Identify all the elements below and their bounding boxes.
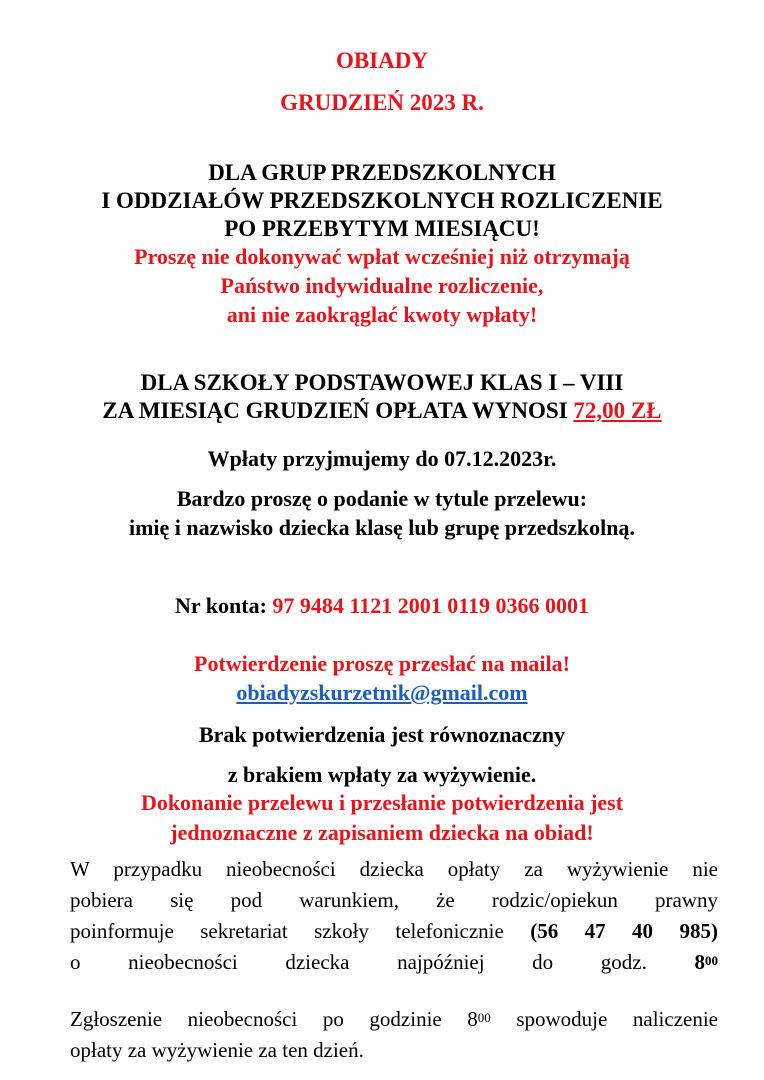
absence-line3-text: poinformuje sekretariat szkoły telefonicznie [70, 919, 531, 943]
preschool-warning-line2: Państwo indywidualne rozliczenie, [220, 273, 544, 298]
late-line2: opłaty za wyżywienie za ten dzień. [70, 1038, 364, 1062]
absence-line3 [70, 916, 718, 947]
email-link[interactable]: obiadyzskurzetnik@gmail.com [236, 680, 528, 705]
late-hour: $8^{00}$ [467, 1007, 491, 1031]
no-confirmation-line1: Brak potwierdzenia jest równoznaczny [198, 722, 565, 747]
preschool-heading-line3: PO PRZEBYTYM MIESIĄCU! [224, 216, 540, 241]
account-label: Nr konta: [175, 593, 273, 618]
document-subtitle: GRUDZIEŃ 2023 R. [280, 90, 484, 115]
preschool-heading-line2: I ODDZIAŁÓW PRZEDSZKOLNYCH ROZLICZENIE [101, 188, 663, 213]
preschool-heading-line1: DLA GRUP PRZEDSZKOLNYCH [208, 160, 556, 185]
binding-line2: jednoznaczne z zapisaniem dziecka na obiad! [170, 820, 594, 845]
absence-line4-text: o nieobecności dziecka najpóźniej do godz. [70, 950, 695, 974]
school-fee-label: ZA MIESIĄC GRUDZIEŃ OPŁATA WYNOSI [102, 398, 574, 423]
absence-line1: W przypadku nieobecności dziecka opłaty za wyżywienie nie [70, 857, 718, 881]
late-notice-paragraph [70, 1004, 718, 1066]
account-number-line [0, 593, 764, 619]
preschool-warning-line1: Proszę nie dokonywać wpłat wcześniej niż otrzymają [134, 244, 630, 269]
school-phone: (56 47 40 985) [530, 919, 718, 943]
no-confirmation-line2: z brakiem wpłaty za wyżywienie. [227, 762, 537, 787]
document-title: OBIADY [335, 48, 428, 73]
school-heading-line1: DLA SZKOŁY PODSTAWOWEJ KLAS I – VIII [140, 370, 624, 395]
deadline-hour: $8^{00}$ [694, 950, 718, 974]
account-number: 97 9484 1121 2001 0119 0366 0001 [272, 593, 589, 618]
late-line1: Zgłoszenie nieobecności po godzinie $8^{00}$ spowoduje naliczenie [70, 1007, 718, 1031]
preschool-warning-line3: ani nie zaokrąglać kwoty wpłaty! [226, 302, 538, 327]
payment-deadline: Wpłaty przyjmujemy do 07.12.2023r. [207, 446, 557, 471]
confirmation-request: Potwierdzenie proszę przesłać na maila! [194, 651, 570, 676]
absence-paragraph [70, 854, 718, 978]
absence-line4 [70, 947, 718, 978]
absence-line2: pobiera się pod warunkiem, że rodzic/opiekun prawny [70, 888, 718, 912]
binding-line1: Dokonanie przelewu i przesłanie potwierdzenia jest [140, 790, 624, 815]
transfer-title-line2: imię i nazwisko dziecka klasę lub grupę przedszkolną. [128, 515, 636, 540]
confirmation-email-row [0, 680, 764, 706]
transfer-title-line1: Bardzo proszę o podanie w tytule przelewu: [176, 486, 588, 511]
fee-amount: 72,00 ZŁ [573, 398, 662, 423]
school-fee-line [0, 398, 764, 424]
